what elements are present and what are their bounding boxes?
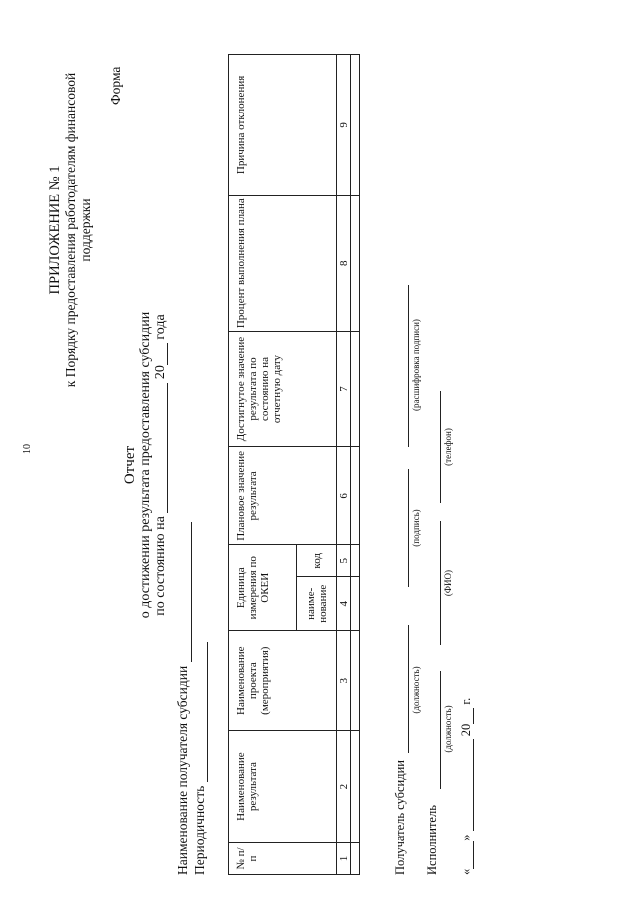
appendix-line-2: поддержки: [78, 198, 93, 262]
header-percent: Процент выполнения плана: [229, 195, 337, 331]
appendix-header: [48, 35, 93, 425]
recipient-name-blank: [179, 522, 192, 662]
data-cell: [351, 631, 360, 731]
recipient-signature-caption: (подпись): [411, 509, 421, 547]
report-date-suffix: года: [153, 314, 168, 340]
col-number: 2: [337, 731, 351, 843]
recipient-info: [175, 475, 208, 875]
recipient-position-caption: (должность): [411, 666, 421, 714]
header-project-name: Наименование проекта (мероприятия): [229, 631, 337, 731]
executor-position-caption: (должность): [443, 705, 453, 753]
data-cell: [351, 731, 360, 843]
col-number: 5: [337, 545, 351, 577]
data-cell: [351, 331, 360, 447]
recipient-name-label: Наименование получателя субсидии: [175, 665, 190, 875]
periodicity-blank: [195, 642, 208, 782]
report-title: Отчет: [122, 445, 138, 485]
recipient-decode-caption: (расшифровка подписи): [411, 319, 421, 411]
table-header-row: [229, 55, 297, 875]
col-number: 4: [337, 577, 351, 631]
report-year-blank: [155, 343, 168, 365]
data-cell: [351, 843, 360, 875]
date-line: [459, 698, 474, 875]
col-number: 8: [337, 195, 351, 331]
col-number: 7: [337, 331, 351, 447]
recipient-decode-line: [407, 285, 409, 447]
recipient-signature-label: Получатель субсидии: [393, 760, 407, 875]
signature-block: [393, 15, 623, 875]
form-label: Форма: [108, 66, 123, 105]
executor-phone-line: [439, 391, 441, 503]
executor-fio-line: [439, 521, 441, 645]
report-date-prefix: по состоянию на: [153, 516, 168, 616]
date-month-blank: [461, 739, 474, 831]
col-number: 1: [337, 843, 351, 875]
header-achieved: Достигнутое значение результата по состоянию на отчетную дату: [229, 331, 337, 447]
header-num: № п/п: [229, 843, 337, 875]
page-number: 10: [22, 444, 33, 454]
data-cell: [351, 447, 360, 545]
executor-position-line: [439, 671, 441, 789]
col-number: 9: [337, 55, 351, 196]
report-date-blank: [155, 383, 168, 513]
header-planned: Плановое значение результата: [229, 447, 337, 545]
periodicity-row: [192, 475, 209, 875]
date-year-suffix: г.: [459, 697, 473, 705]
recipient-name-row: [175, 475, 192, 875]
data-cell: [351, 545, 360, 577]
periodicity-label: Периодичность: [191, 785, 207, 875]
recipient-position-line: [407, 625, 409, 753]
executor-fio-caption: (ФИО): [443, 569, 453, 597]
date-day-blank: [461, 841, 474, 869]
executor-label: Исполнитель: [425, 805, 439, 875]
col-number: 6: [337, 447, 351, 545]
executor-phone-caption: (телефон): [443, 428, 453, 466]
report-title-block: [123, 275, 168, 655]
date-year-blank: [461, 708, 474, 724]
appendix-heading: ПРИЛОЖЕНИЕ № 1: [47, 165, 63, 295]
header-result-name: Наименование результата: [229, 731, 337, 843]
header-unit: Единица измерения по ОКЕИ: [229, 545, 297, 631]
table-column-numbers-row: [337, 55, 351, 875]
data-cell: [351, 55, 360, 196]
date-open-quote: «: [459, 868, 473, 875]
recipient-signature-line: [407, 469, 409, 587]
report-date-line: [153, 275, 168, 655]
header-reason: Причина отклонения: [229, 55, 337, 196]
date-close-quote: »: [459, 834, 473, 841]
data-cell: [351, 577, 360, 631]
report-table: [228, 54, 360, 875]
col-number: 3: [337, 631, 351, 731]
table-data-row: [351, 55, 360, 875]
date-year-prefix: 20: [459, 723, 473, 737]
header-unit-code: код: [297, 545, 337, 577]
data-cell: [351, 195, 360, 331]
header-unit-name: наиме-нование: [297, 577, 337, 631]
appendix-line-1: к Порядку предоставления работодателям финансовой: [63, 72, 78, 388]
report-date-year-prefix: 20: [153, 365, 168, 380]
report-subtitle: о достижении результата предоставления субсидии: [138, 311, 153, 619]
